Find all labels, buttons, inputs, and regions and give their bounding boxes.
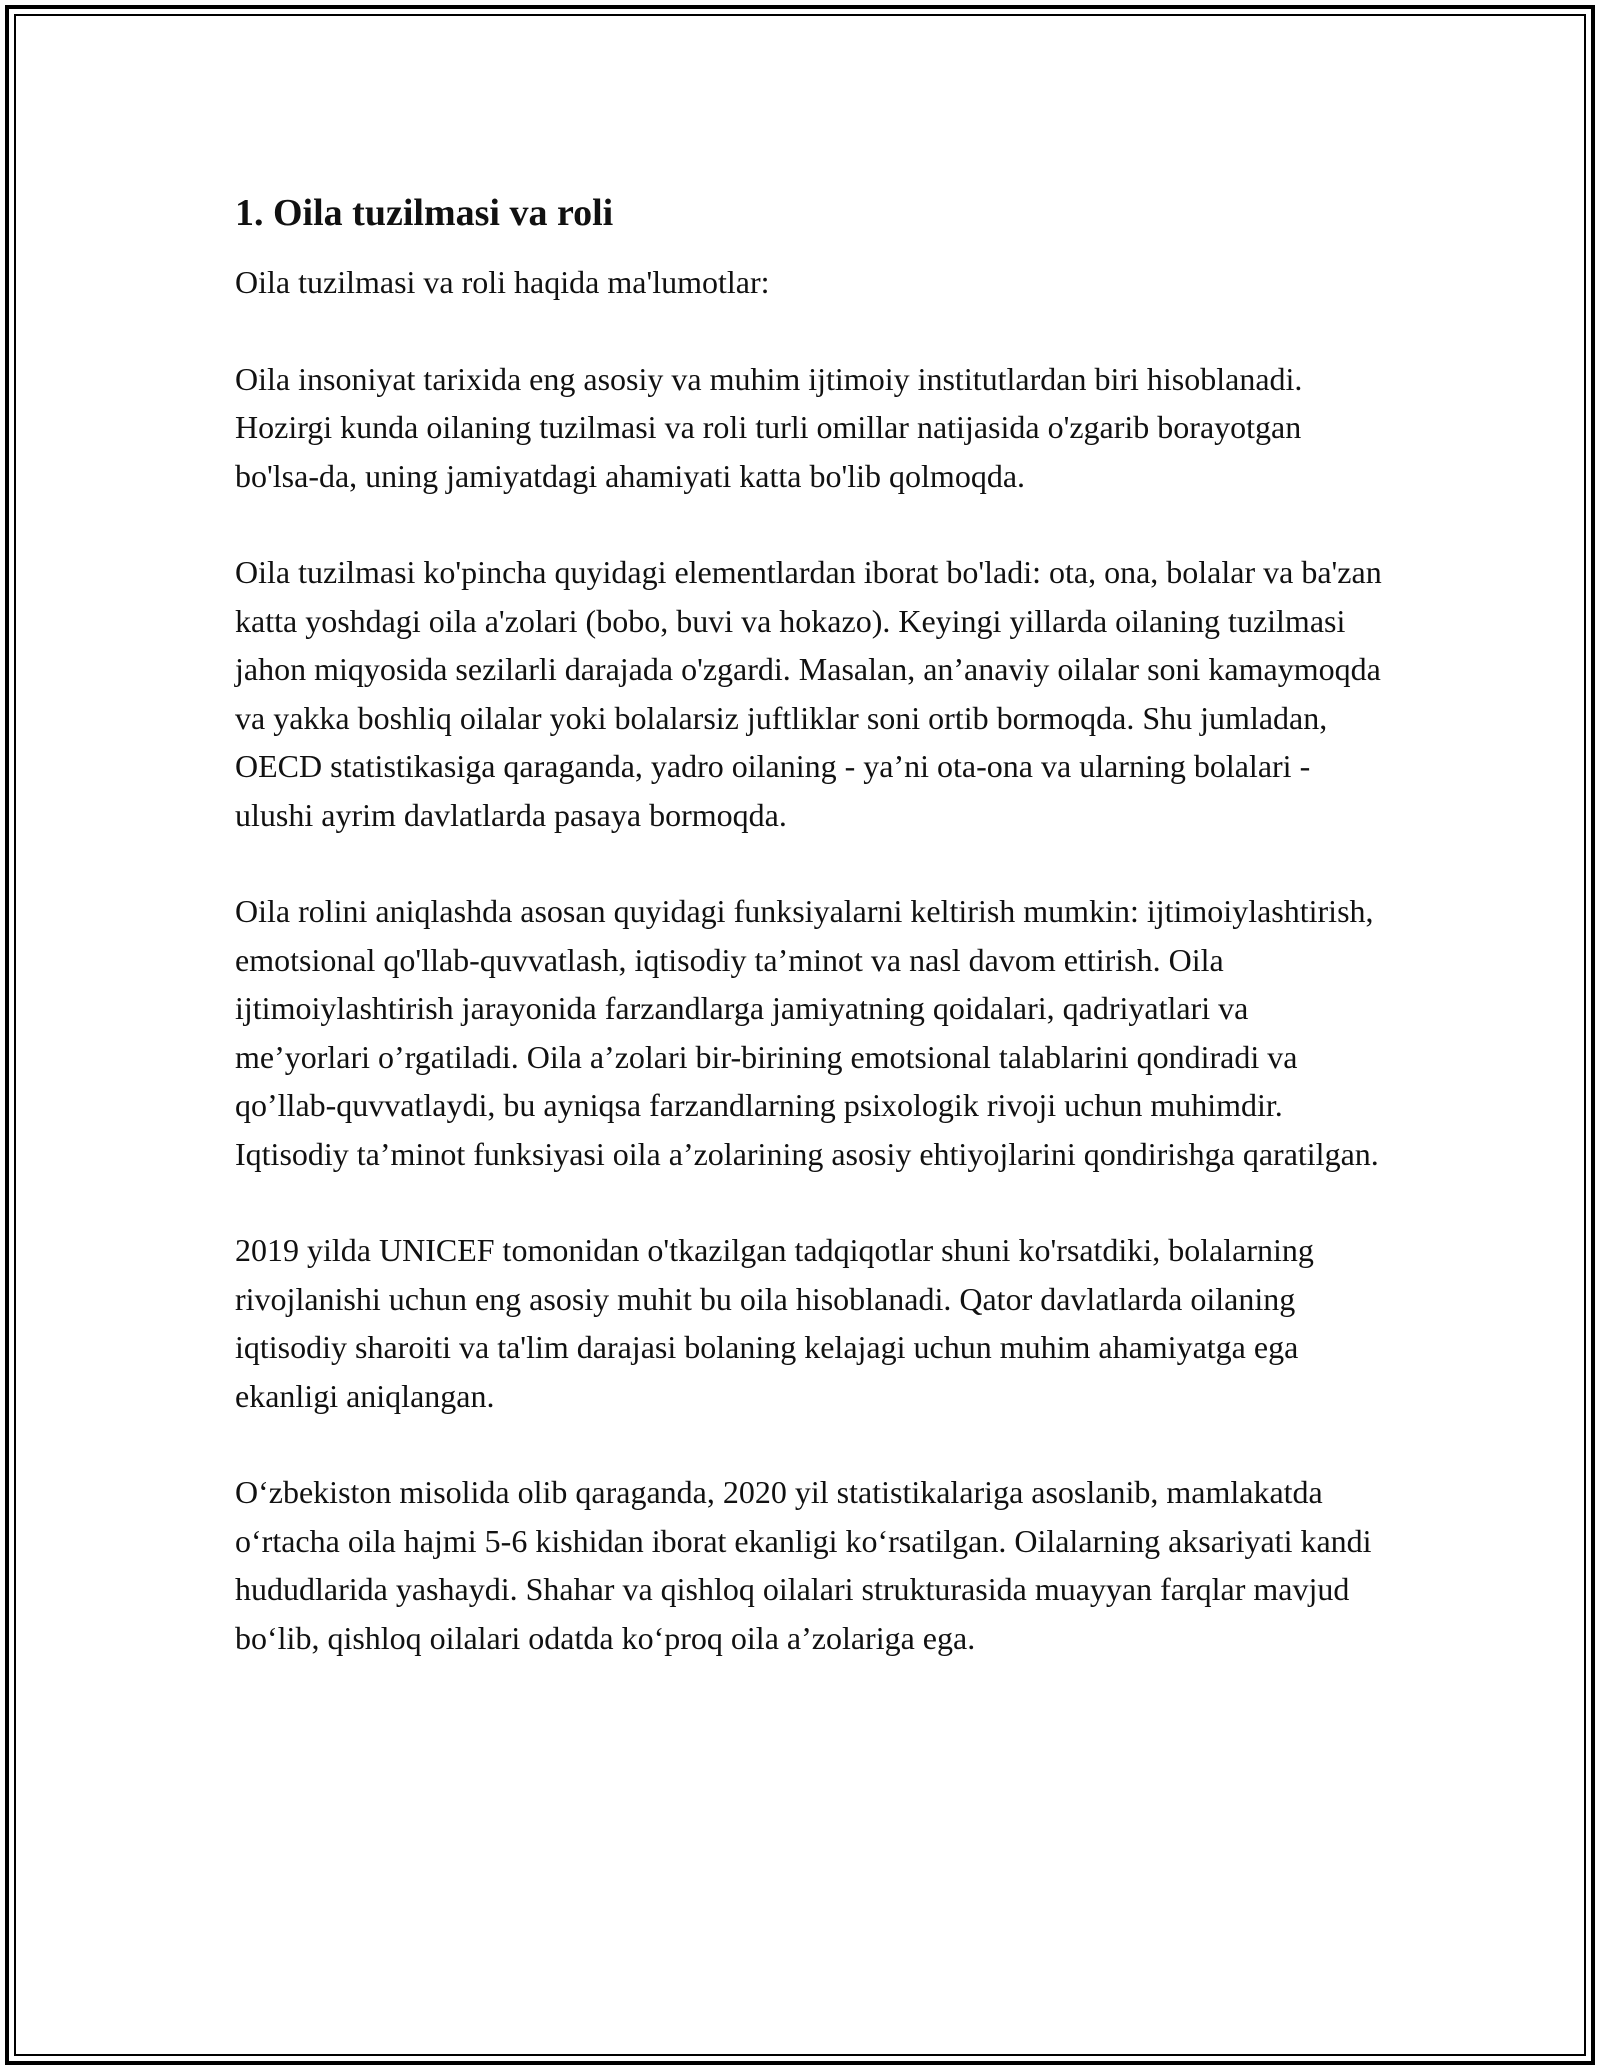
document-body <box>235 188 1385 1662</box>
paragraph-uzbekistan-statistics: O‘zbekiston misolida olib qaraganda, 2020 yil statistikalariga asoslanib, mamlakatda o‘rtacha oila hajmi 5-6 kishidan iborat ekanligi ko‘rsatilgan. Oilalarning aksariyati kandi hududlarida yashaydi. Shahar va qishloq oilalari strukturasida muayyan farqlar mavjud bo‘lib, qishloq oilalari odatda ko‘proq oila a’zolariga ega. <box>235 1474 1372 1656</box>
intro-line: Oila tuzilmasi va roli haqida ma'lumotlar: <box>235 264 770 300</box>
paragraph-unicef-research: 2019 yilda UNICEF tomonidan o'tkazilgan tadqiqotlar shuni ko'rsatdiki, bolalarning rivojlanishi uchun eng asosiy muhit bu oila hisoblanadi. Qator davlatlarda oilaning iqtisodiy sharoiti va ta'lim darajasi bolaning kelajagi uchun muhim ahamiyatga ega ekanligi aniqlangan. <box>235 1232 1314 1414</box>
paragraph-family-importance: Oila insoniyat tarixida eng asosiy va muhim ijtimoiy institutlardan biri hisoblanadi. Hozirgi kunda oilaning tuzilmasi va roli turli omillar natijasida o'zgarib borayotgan bo'lsa-da, uning jamiyatdagi ahamiyati katta bo'lib qolmoqda. <box>235 360 1303 494</box>
section-heading: 1. Oila tuzilmasi va roli <box>235 192 614 234</box>
paragraph-family-functions: Oila rolini aniqlashda asosan quyidagi funksiyalarni keltirish mumkin: ijtimoiylashtirish, emotsional qo'llab-quvvatlash, iqtisodiy ta’minot va nasl davom ettirish. Oila ijtimoiylashtirish jarayonida farzandlarga jamiyatning qoidalari, qadriyatlari va me’yorlari o’rgatiladi. Oila a’zolari bir-birining emotsional talablarini qondiradi va qo’llab-quvvatlaydi, bu ayniqsa farzandlarning psixologik rivoji uchun muhimdir. Iqtisodiy ta’minot funksiyasi oila a’zolarining asosiy ehtiyojlarini qondirishga qaratilgan. <box>235 893 1379 1172</box>
paragraph-family-structure: Oila tuzilmasi ko'pincha quyidagi elementlardan iborat bo'ladi: ota, ona, bolalar va ba'zan katta yoshdagi oila a'zolari (bobo, buvi va hokazo). Keyingi yillarda oilaning tuzilmasi jahon miqyosida sezilarli darajada o'zgardi. Masalan, an’anaviy oilalar soni kamaymoqda va yakka boshliq oilalar yoki bolalarsiz juftliklar soni ortib bormoqda. Shu jumladan, OECD statistikasiga qaraganda, yadro oilaning - ya’ni ota-ona va ularning bolalari - ulushi ayrim davlatlarda pasaya bormoqda. <box>235 554 1382 833</box>
